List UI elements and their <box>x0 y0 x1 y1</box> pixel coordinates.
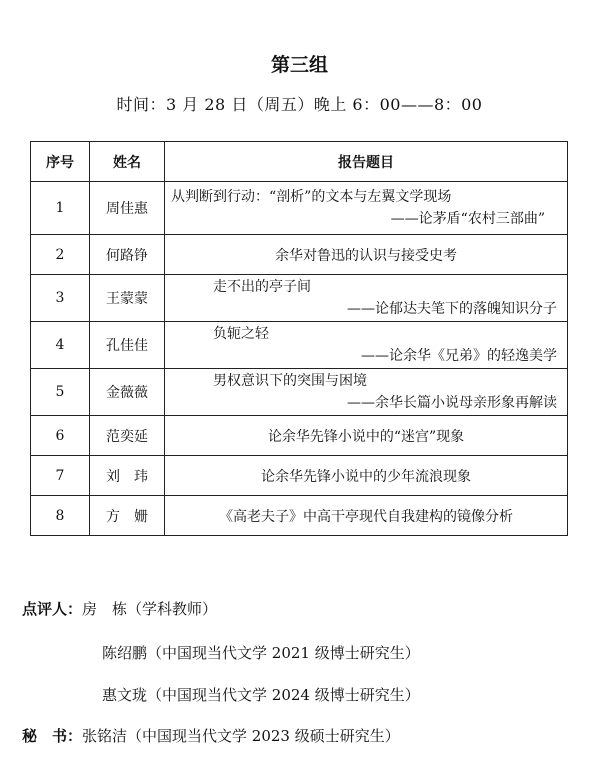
secretary-name: 张铭洁（中国现当代文学 2023 级硕士研究生） <box>82 727 400 745</box>
group-title: 第三组 <box>270 54 328 76</box>
table-row <box>31 369 568 416</box>
row-report-title: 论余华先锋小说中的少年流浪现象 <box>165 456 568 496</box>
row-number: 4 <box>31 322 90 369</box>
row-number: 3 <box>31 275 90 322</box>
row-number: 7 <box>31 456 90 496</box>
session-time: 时间：3 月 28 日（周五）晚上 6：00——8：00 <box>116 95 483 114</box>
report-subtitle: ——论余华《兄弟》的轻逸美学 <box>361 348 557 364</box>
reviewer-line-1 <box>22 598 217 619</box>
row-name: 金薇薇 <box>90 369 165 416</box>
table-row <box>31 235 568 275</box>
row-name: 王蒙蒙 <box>90 275 165 322</box>
row-report-title <box>165 182 568 235</box>
header-number: 序号 <box>31 142 90 182</box>
report-main-title: 负轭之轻 <box>213 326 269 342</box>
header-report-title: 报告题目 <box>165 142 568 182</box>
table-header-row <box>31 142 568 182</box>
reviewer-line-2 <box>102 642 420 663</box>
row-name: 方 姗 <box>90 496 165 536</box>
report-main-title: 男权意识下的突围与困境 <box>213 373 367 389</box>
reviewer-name: 惠文珑（中国现当代文学 2024 级博士研究生） <box>102 686 420 704</box>
row-name: 刘 玮 <box>90 456 165 496</box>
row-number: 8 <box>31 496 90 536</box>
row-name: 何路铮 <box>90 235 165 275</box>
reviewer-name: 陈绍鹏（中国现当代文学 2021 级博士研究生） <box>102 644 420 662</box>
row-number: 5 <box>31 369 90 416</box>
header-name: 姓名 <box>90 142 165 182</box>
table-row <box>31 322 568 369</box>
table-row <box>31 456 568 496</box>
table-row <box>31 182 568 235</box>
row-number: 6 <box>31 416 90 456</box>
row-report-title: 余华对鲁迅的认识与接受史考 <box>165 235 568 275</box>
row-report-title <box>165 322 568 369</box>
report-main-title: 走不出的亭子间 <box>213 279 311 295</box>
report-main-title: 从判断到行动：“剖析”的文本与左翼文学现场 <box>171 189 452 205</box>
row-report-title: 论余华先锋小说中的“迷宫”现象 <box>165 416 568 456</box>
report-subtitle: ——论茅盾“农村三部曲” <box>390 211 545 227</box>
row-number: 2 <box>31 235 90 275</box>
report-subtitle: ——余华长篇小说母亲形象再解读 <box>347 395 557 411</box>
table-row <box>31 496 568 536</box>
reviewer-name: 房 栋（学科教师） <box>82 600 218 618</box>
secretary-label: 秘 书： <box>22 727 83 745</box>
row-report-title <box>165 275 568 322</box>
table-row <box>31 275 568 322</box>
report-schedule-table <box>30 141 568 536</box>
reviewer-line-3 <box>102 684 420 705</box>
reviewers-label: 点评人： <box>22 600 83 618</box>
row-number: 1 <box>31 182 90 235</box>
secretary-line <box>22 725 400 746</box>
row-name: 孔佳佳 <box>90 322 165 369</box>
table-row <box>31 416 568 456</box>
row-name: 周佳惠 <box>90 182 165 235</box>
row-name: 范奕延 <box>90 416 165 456</box>
report-subtitle: ——论郁达夫笔下的落魄知识分子 <box>347 301 557 317</box>
row-report-title <box>165 369 568 416</box>
row-report-title: 《高老夫子》中高干亭现代自我建构的镜像分析 <box>165 496 568 536</box>
